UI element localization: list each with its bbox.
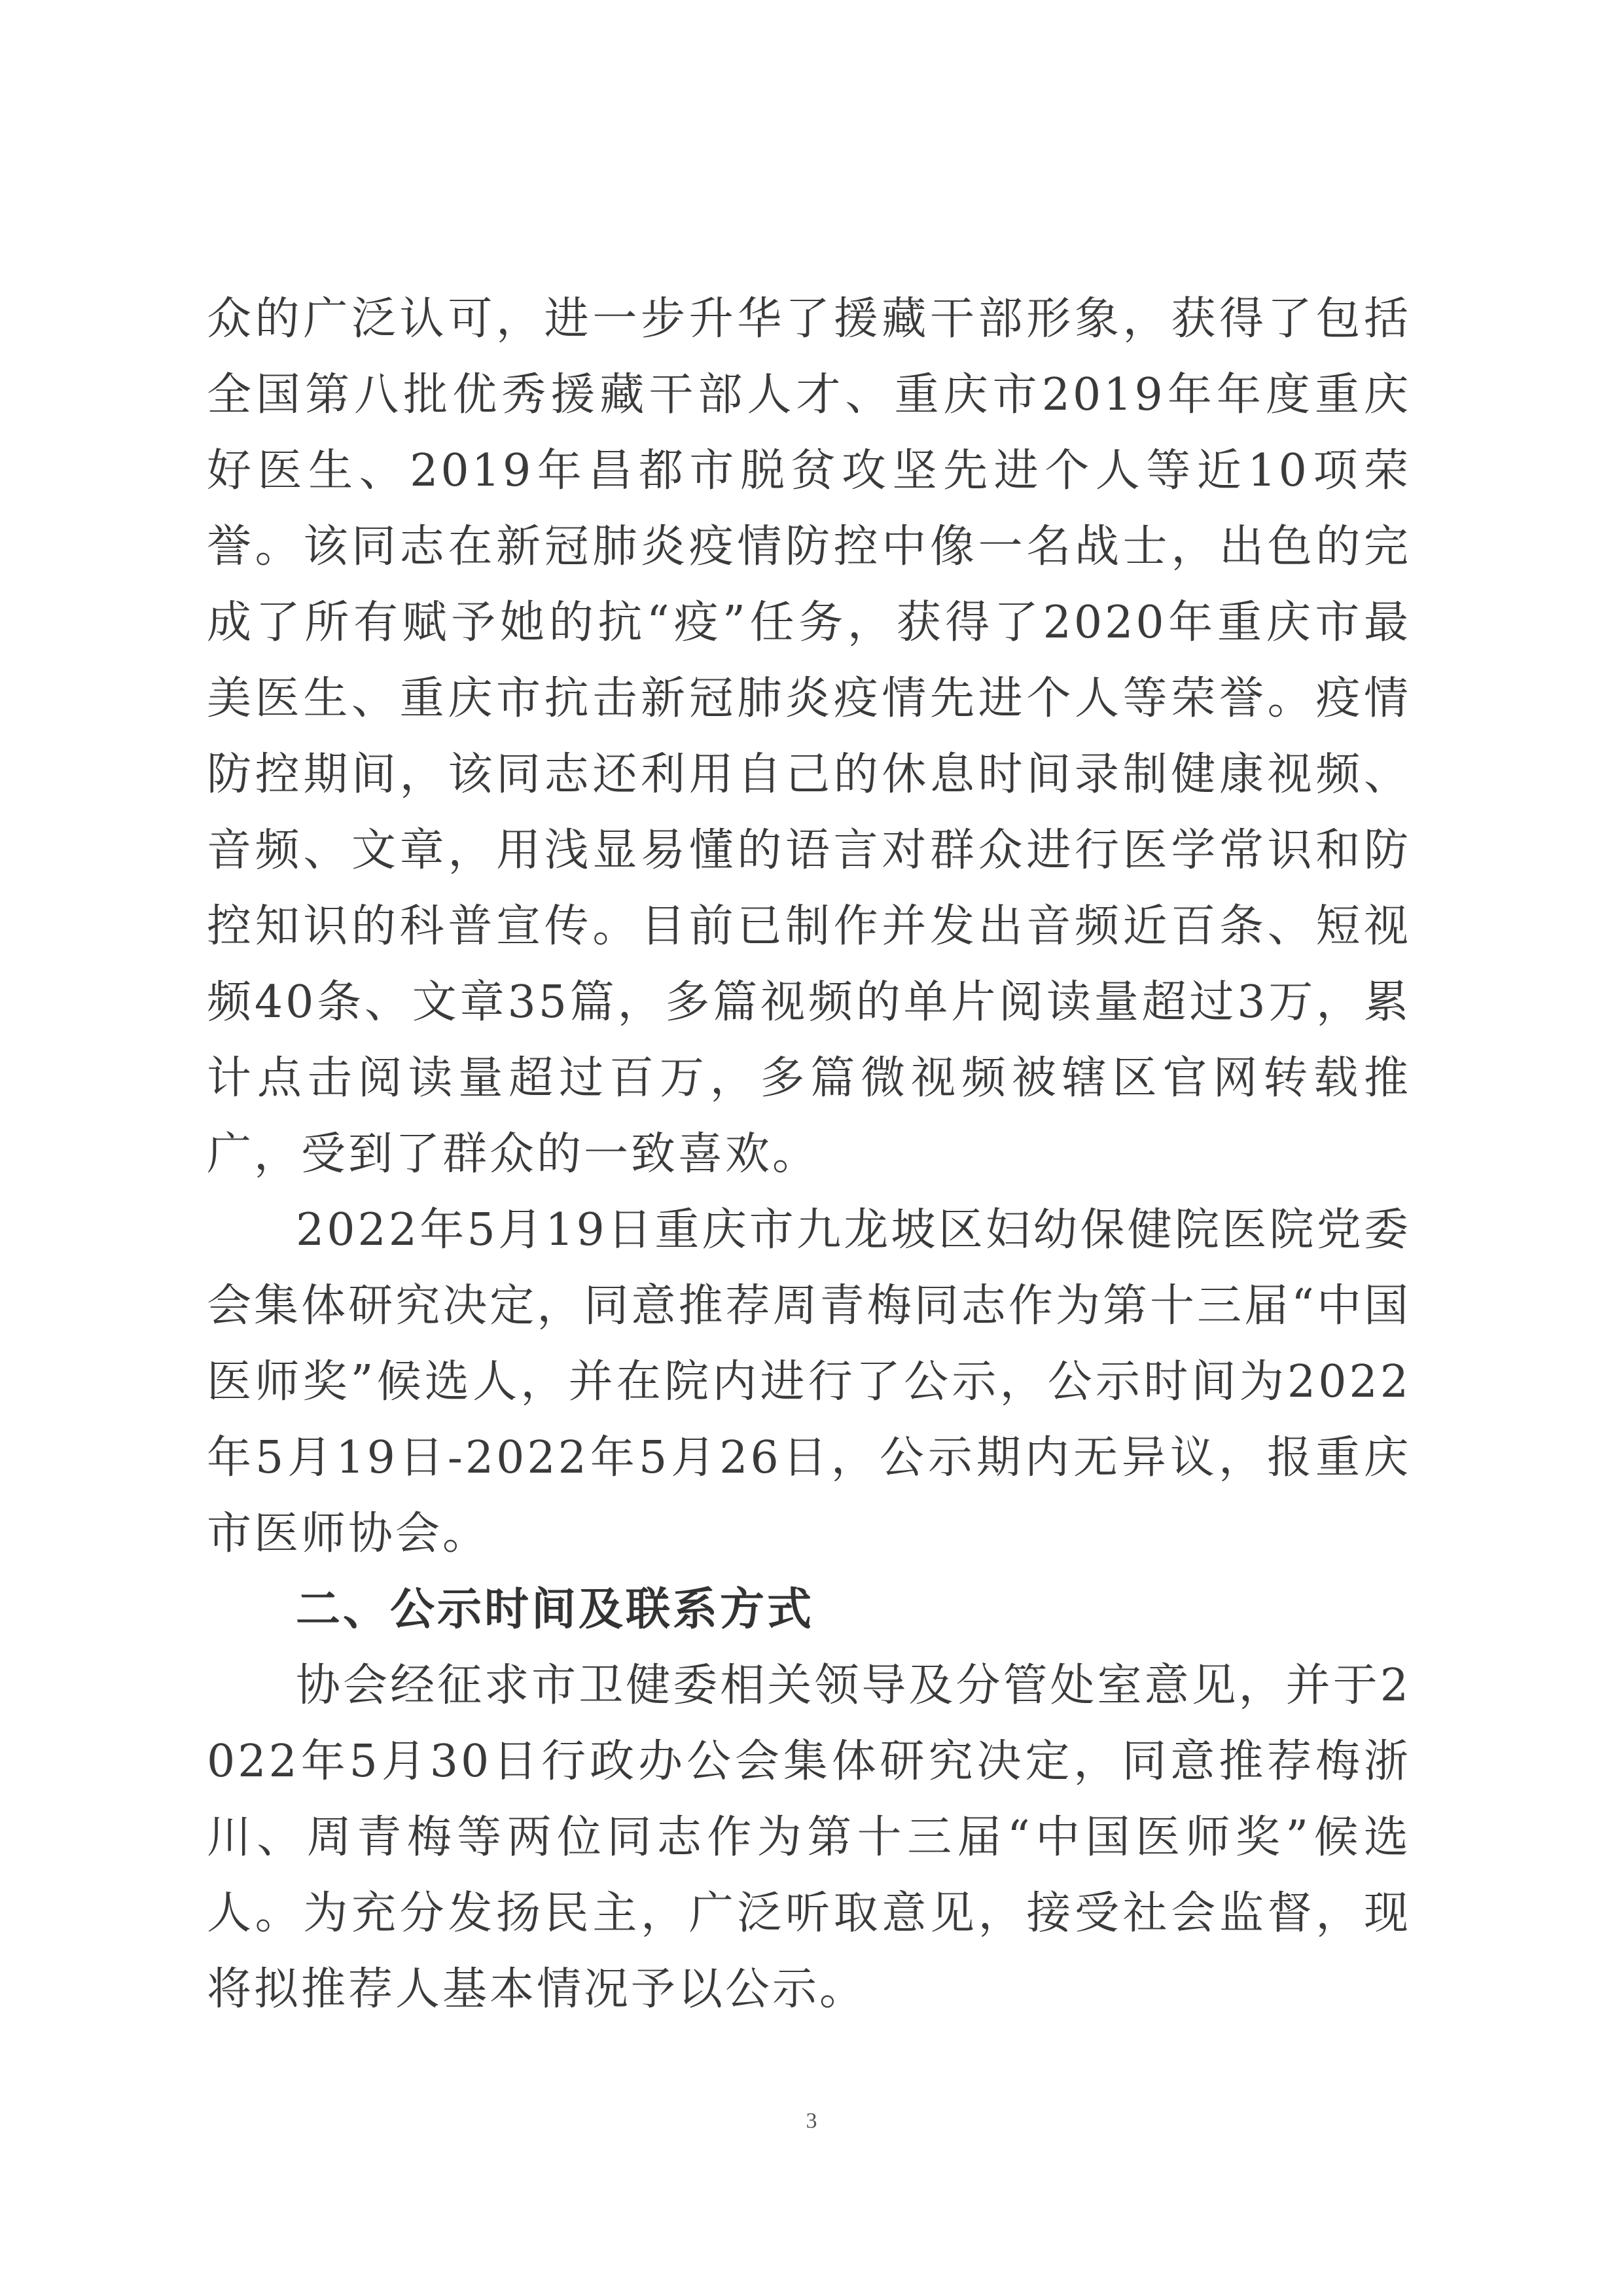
paragraph-honors: 众的广泛认可，进一步升华了援藏干部形象，获得了包括全国第八批优秀援藏干部人才、重庆市2019年年度重庆好医生、2019年昌都市脱贫攻坚先进个人等近10项荣誉。该同志在新冠肺炎疫情防控中像一名战士，出色的完成了所有赋予她的抗“疫”任务，获得了2020年重庆市最美医生、重庆市抗击新冠肺炎疫情先进个人等荣誉。疫情防控期间，该同志还利用自己的休息时间录制健康视频、音频、文章，用浅显易懂的语言对群众进行医学常识和防控知识的科普宣传。目前已制作并发出音频近百条、短视频40条、文章35篇，多篇视频的单片阅读量超过3万，累计点击阅读量超过百万，多篇微视频被辖区官网转载推广，受到了群众的一致喜欢。 <box>207 293 1411 1180</box>
document-body <box>207 281 1411 2028</box>
paragraph-recommendation: 2022年5月19日重庆市九龙坡区妇幼保健院医院党委会集体研究决定，同意推荐周青梅同志作为第十三届“中国医师奖”候选人，并在院内进行了公示，公示时间为2022年5月19日-2022年5月26日，公示期内无异议，报重庆市医师协会。 <box>207 1204 1411 1560</box>
paragraph-announcement: 协会经征求市卫健委相关领导及分管处室意见，并于2022年5月30日行政办公会集体研究决定，同意推荐梅浙川、周青梅等两位同志作为第十三届“中国医师奖”候选人。为充分发扬民主，广泛听取意见，接受社会监督，现将拟推荐人基本情况予以公示。 <box>207 1660 1411 2015</box>
page-number: 3 <box>806 2109 817 2133</box>
section-heading: 二、公示时间及联系方式 <box>296 1584 815 1636</box>
